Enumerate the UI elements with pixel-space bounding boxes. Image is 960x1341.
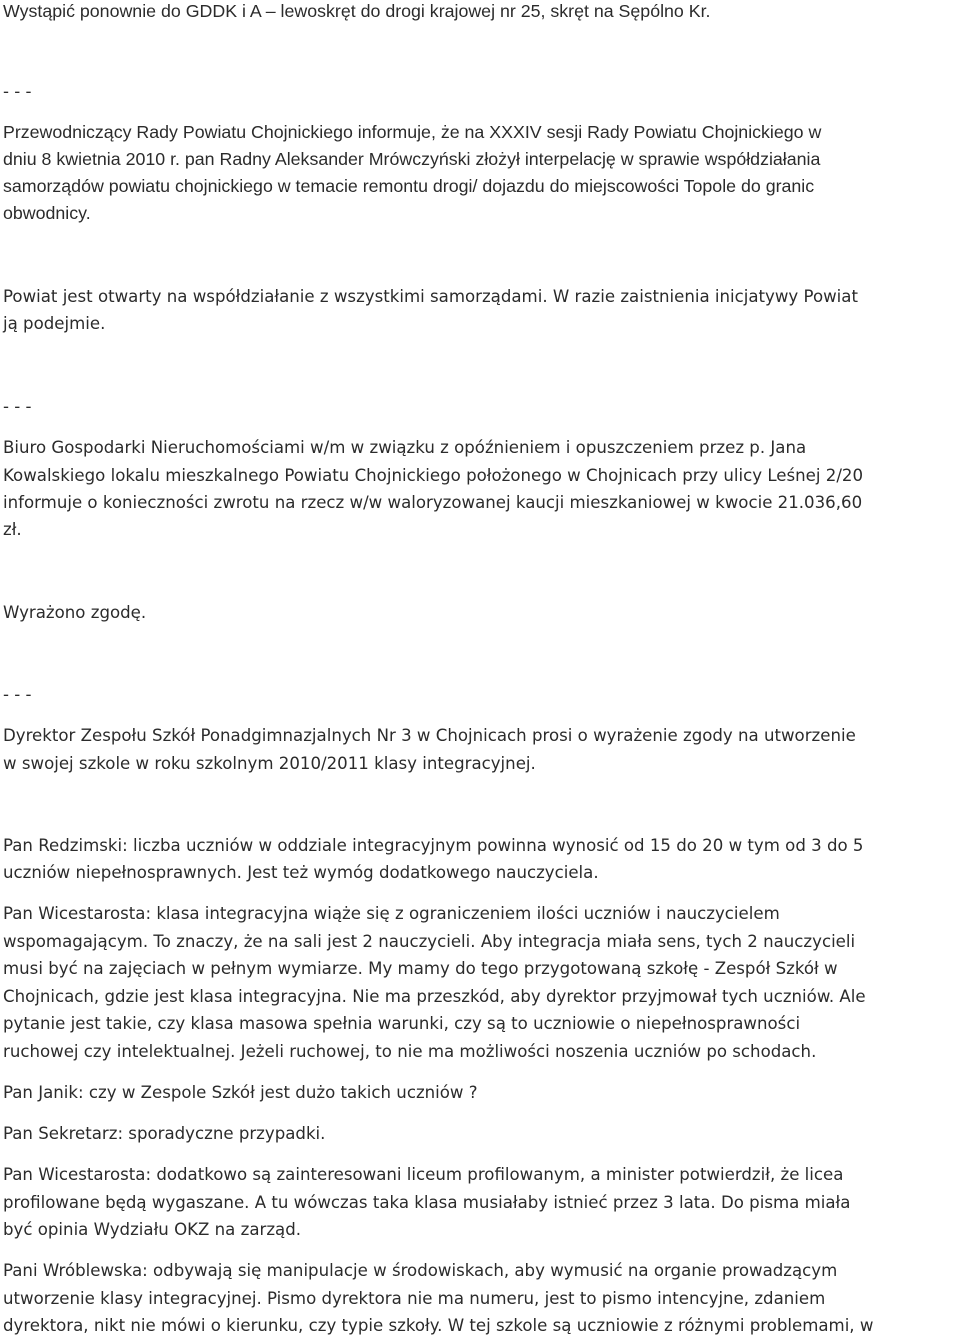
section-separator: - - - <box>3 397 32 416</box>
text-line: ją podejmie. <box>3 314 106 333</box>
text-line: Chojnicach, gdzie jest klasa integracyjna. Nie ma przeszkód, aby dyrektor przyjmował tych uczniów. Ale <box>3 987 866 1006</box>
section-separator: - - - <box>3 685 32 704</box>
text-line: Wyrażono zgodę. <box>3 603 147 622</box>
text-line: musi być na zajęciach w pełnym wymiarze. My mamy do tego przygotowaną szkołę - Zespół Szkół w <box>3 959 838 978</box>
text-line: zł. <box>3 520 22 539</box>
text-line: Pani Wróblewska: odbywają się manipulacje w środowiskach, aby wymusić na organie prowadzącym <box>3 1261 838 1280</box>
section-separator: - - - <box>3 82 32 101</box>
text-line: Kowalskiego lokalu mieszkalnego Powiatu Chojnickiego położonego w Chojnicach przy ulicy Leśnej 2/20 <box>3 466 864 485</box>
text-line: Dyrektor Zespołu Szkół Ponadgimnazjalnych Nr 3 w Chojnicach prosi o wyrażenie zgody na utworzenie <box>3 726 856 745</box>
text-line: dniu 8 kwietnia 2010 r. pan Radny Aleksander Mrówczyński złożył interpelację w sprawie współdziałania <box>3 149 821 169</box>
text-line: pytanie jest takie, czy klasa masowa spełnia warunki, czy są to uczniowie o niepełnosprawności <box>3 1014 801 1033</box>
text-line: Pan Redzimski: liczba uczniów w oddziale integracyjnym powinna wynosić od 15 do 20 w tym od 3 do 5 <box>3 836 864 855</box>
text-line: wspomagającym. To znaczy, że na sali jest 2 nauczycieli. Aby integracja miała sens, tych 2 nauczycieli <box>3 932 856 951</box>
text-line: informuje o konieczności zwrotu na rzecz w/w waloryzowanej kaucji mieszkaniowej w kwocie 21.036,60 <box>3 493 863 512</box>
text-line: profilowane będą wygaszane. A tu wówczas taka klasa musiałaby istnieć przez 3 lata. Do pisma miała <box>3 1193 851 1212</box>
text-line: Wystąpić ponownie do GDDK i A – lewoskręt do drogi krajowej nr 25, skręt na Sępólno Kr. <box>3 1 711 21</box>
text-line: dyrektora, nikt nie mówi o kierunku, czy typie szkoły. W tej szkole są uczniowie z różnymi problemami, w <box>3 1316 874 1335</box>
text-line: Pan Wicestarosta: klasa integracyjna wiąże się z ograniczeniem ilości uczniów i nauczycielem <box>3 904 780 923</box>
text-line: obwodnicy. <box>3 203 91 223</box>
text-line: samorządów powiatu chojnickiego w temacie remontu drogi/ dojazdu do miejscowości Topole do granic <box>3 176 815 196</box>
text-line: Biuro Gospodarki Nieruchomościami w/m w związku z opóźnieniem i opuszczeniem przez p. Jana <box>3 438 807 457</box>
text-line: Pan Janik: czy w Zespole Szkół jest dużo takich uczniów ? <box>3 1083 478 1102</box>
text-line: utworzenie klasy integracyjnej. Pismo dyrektora nie ma numeru, jest to pismo intencyjne, zdaniem <box>3 1289 826 1308</box>
text-line: Pan Sekretarz: sporadyczne przypadki. <box>3 1124 326 1143</box>
text-line: być opinia Wydziału OKZ na zarząd. <box>3 1220 302 1239</box>
text-line: ruchowej czy intelektualnej. Jeżeli ruchowej, to nie ma możliwości noszenia uczniów po schodach. <box>3 1042 817 1061</box>
text-line: w swojej szkole w roku szkolnym 2010/2011 klasy integracyjnej. <box>3 754 536 773</box>
text-line: Przewodniczący Rady Powiatu Chojnickiego informuje, że na XXXIV sesji Rady Powiatu Chojnickiego w <box>3 122 822 142</box>
text-line: Powiat jest otwarty na współdziałanie z wszystkimi samorządami. W razie zaistnienia inicjatywy Powiat <box>3 287 858 306</box>
text-line: Pan Wicestarosta: dodatkowo są zainteresowani liceum profilowanym, a minister potwierdził, że licea <box>3 1165 844 1184</box>
text-line: uczniów niepełnosprawnych. Jest też wymóg dodatkowego nauczyciela. <box>3 863 599 882</box>
